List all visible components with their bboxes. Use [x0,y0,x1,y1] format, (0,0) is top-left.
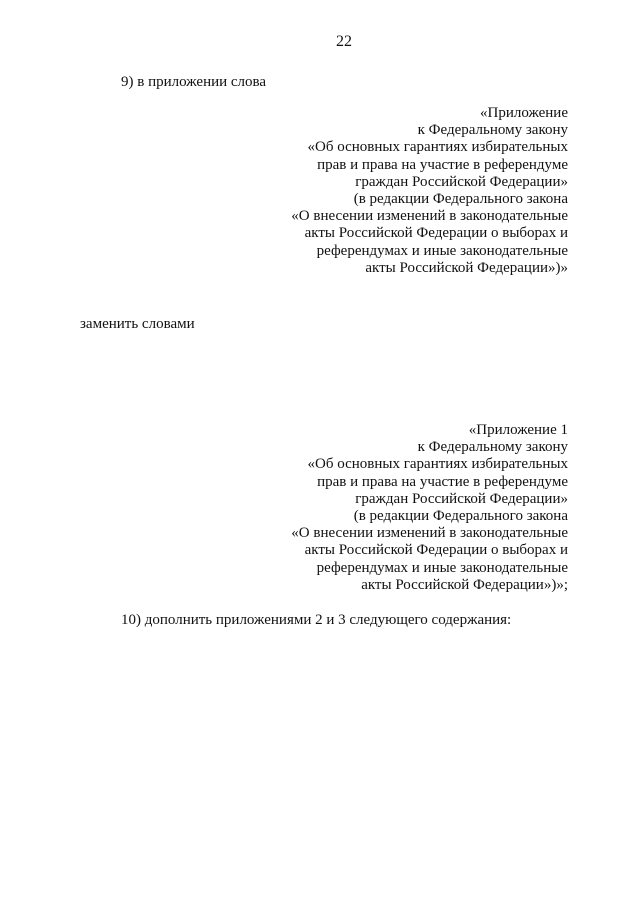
new-heading-line: прав и права на участие в референдуме [317,473,568,490]
old-appendix-heading [291,105,568,277]
old-heading-line: «Об основных гарантиях избирательных [307,139,568,156]
old-heading-line: «Приложение [479,105,568,121]
page-number: 22 [336,33,352,50]
old-heading-line: акты Российской Федерации»)» [365,259,568,276]
new-heading-line: «Приложение 1 [468,422,568,438]
new-heading-line: референдумах и иные законодательные [316,559,568,576]
new-heading-line: граждан Российской Федерации» [355,490,568,507]
new-heading-line: акты Российской Федерации о выборах и [304,542,568,559]
old-heading-line: акты Российской Федерации о выборах и [304,225,568,242]
old-heading-line: «О внесении изменений в законодательные [291,208,568,225]
item-9-text: 9) в приложении слова [121,74,267,90]
old-heading-line: граждан Российской Федерации» [355,173,568,190]
old-heading-line: референдумах и иные законодательные [316,242,568,259]
replace-with-text: заменить словами [80,316,195,332]
new-appendix-heading [291,422,568,594]
old-heading-line: к Федеральному закону [417,122,568,139]
old-heading-line: (в редакции Федерального закона [353,191,568,208]
item-10-text: 10) дополнить приложениями 2 и 3 следующего содержания: [121,612,512,628]
new-heading-line: к Федеральному закону [417,439,568,456]
new-heading-line: «Об основных гарантиях избирательных [307,456,568,473]
new-heading-line: акты Российской Федерации»)»; [361,576,568,593]
new-heading-line: (в редакции Федерального закона [353,508,568,525]
new-heading-line: «О внесении изменений в законодательные [291,525,568,542]
old-heading-line: прав и права на участие в референдуме [317,156,568,173]
